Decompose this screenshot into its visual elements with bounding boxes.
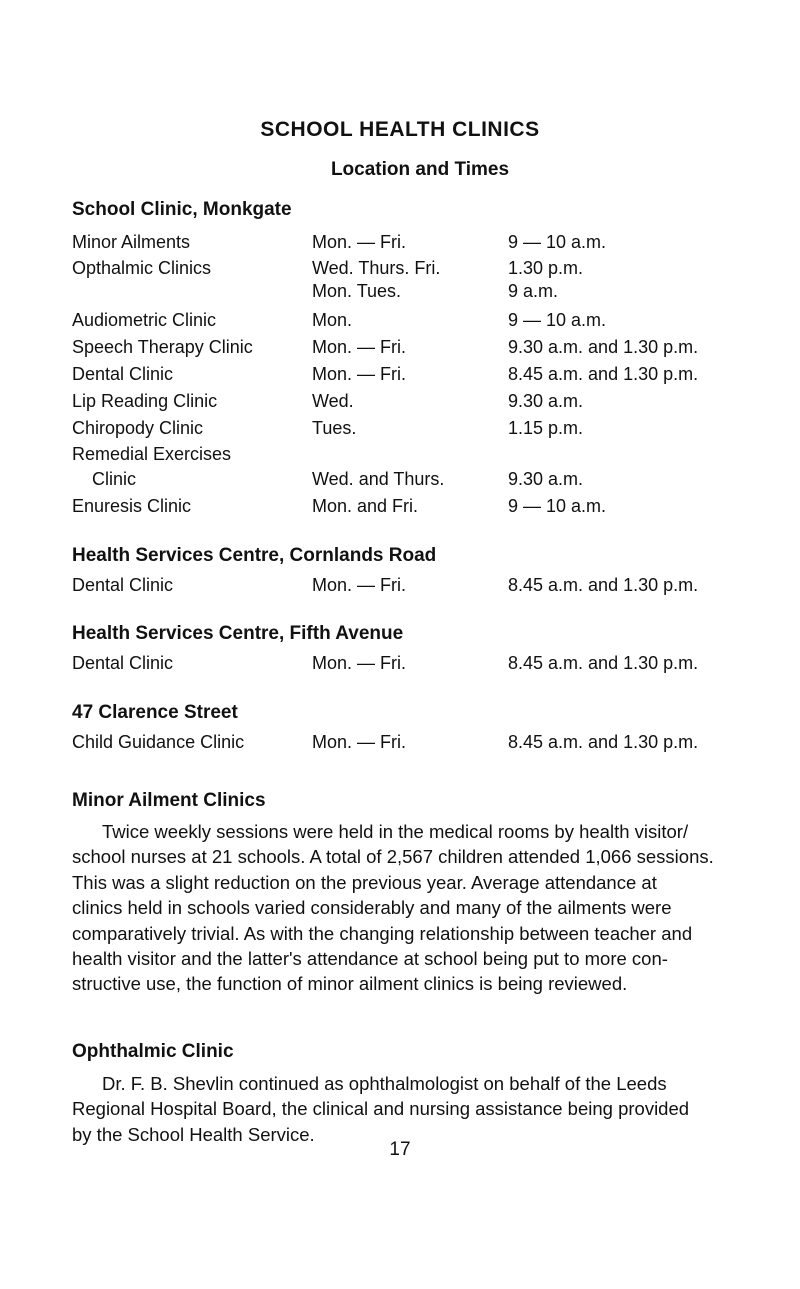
minor-ailment-paragraph bbox=[72, 819, 718, 997]
clinic-name: Chiropody Clinic bbox=[72, 418, 204, 438]
paragraph-line: by the School Health Service. bbox=[72, 1123, 315, 1145]
paragraph-line: school nurses at 21 schools. A total of 2,567 children attended 1,066 sessions. bbox=[72, 846, 714, 868]
page-subtitle: Location and Times bbox=[330, 159, 510, 180]
section-heading-monkgate: School Clinic, Monkgate bbox=[72, 199, 292, 220]
clinic-time: 8.45 a.m. and 1.30 p.m. bbox=[508, 575, 699, 595]
section-heading-ophthalmic: Ophthalmic Clinic bbox=[72, 1041, 234, 1062]
clinic-days: Mon. — Fri. bbox=[312, 575, 407, 595]
clinic-name: Clinic bbox=[92, 469, 137, 489]
clinic-days: Mon. — Fri. bbox=[312, 653, 407, 673]
clinic-name: Dental Clinic bbox=[72, 575, 174, 595]
clinic-days: Mon. — Fri. bbox=[312, 732, 407, 752]
clinic-name: Opthalmic Clinics bbox=[72, 258, 212, 278]
clinic-time: 9 — 10 a.m. bbox=[508, 310, 607, 330]
clinic-time: 9 — 10 a.m. bbox=[508, 232, 607, 252]
clinic-name: Audiometric Clinic bbox=[72, 310, 217, 330]
clinic-days: Mon. and Fri. bbox=[312, 496, 419, 516]
clinic-days: Mon. — Fri. bbox=[312, 337, 407, 357]
clinic-time: 9 a.m. bbox=[508, 281, 559, 301]
paragraph-line: Regional Hospital Board, the clinical and nursing assistance being provided bbox=[72, 1098, 690, 1120]
clinic-days: Mon. — Fri. bbox=[312, 232, 407, 252]
paragraph-line: Twice weekly sessions were held in the medical rooms by health visitor/ bbox=[102, 821, 689, 842]
section-heading-fifth-avenue: Health Services Centre, Fifth Avenue bbox=[72, 623, 404, 644]
clinic-time: 9.30 a.m. bbox=[508, 391, 584, 411]
paragraph-line: health visitor and the latter's attendance at school being put to more con- bbox=[72, 948, 668, 970]
clinic-days: Wed. bbox=[312, 391, 354, 411]
clinic-time: 1.15 p.m. bbox=[508, 418, 584, 438]
paragraph-line: clinics held in schools varied considerably and many of the ailments were bbox=[72, 897, 672, 919]
clinic-time: 8.45 a.m. and 1.30 p.m. bbox=[508, 364, 699, 384]
clinic-days: Mon. Tues. bbox=[312, 281, 402, 301]
clinic-days: Wed. and Thurs. bbox=[312, 469, 445, 489]
clinic-name: Enuresis Clinic bbox=[72, 496, 192, 516]
clinic-name: Lip Reading Clinic bbox=[72, 391, 218, 411]
paragraph-line: This was a slight reduction on the previous year. Average attendance at bbox=[72, 871, 657, 893]
clinic-time: 1.30 p.m. bbox=[508, 258, 584, 278]
clinic-days: Tues. bbox=[312, 418, 357, 438]
ophthalmic-paragraph bbox=[72, 1071, 718, 1147]
clinic-time: 9 — 10 a.m. bbox=[508, 496, 607, 516]
section-heading-clarence: 47 Clarence Street bbox=[72, 702, 238, 723]
clinic-days: Mon. — Fri. bbox=[312, 364, 407, 384]
section-heading-minor-ailment: Minor Ailment Clinics bbox=[72, 790, 266, 811]
paragraph-line: structive use, the function of minor ailment clinics is being reviewed. bbox=[72, 973, 628, 995]
clinic-name: Speech Therapy Clinic bbox=[72, 337, 253, 357]
clinic-time: 8.45 a.m. and 1.30 p.m. bbox=[508, 653, 699, 673]
section-heading-cornlands: Health Services Centre, Cornlands Road bbox=[72, 545, 437, 566]
clinic-time: 9.30 a.m. and 1.30 p.m. bbox=[508, 337, 699, 357]
clinic-time: 9.30 a.m. bbox=[508, 469, 584, 489]
clinic-days: Wed. Thurs. Fri. bbox=[312, 258, 441, 278]
clinic-name: Remedial Exercises bbox=[72, 444, 232, 464]
clinic-name: Minor Ailments bbox=[72, 232, 191, 252]
paragraph-line: Dr. F. B. Shevlin continued as ophthalmologist on behalf of the Leeds bbox=[102, 1073, 667, 1094]
page-number: 17 bbox=[389, 1139, 411, 1160]
page-title: SCHOOL HEALTH CLINICS bbox=[260, 118, 540, 141]
clinic-name: Dental Clinic bbox=[72, 653, 174, 673]
paragraph-line: comparatively trivial. As with the changing relationship between teacher and bbox=[72, 922, 693, 944]
clinic-time: 8.45 a.m. and 1.30 p.m. bbox=[508, 732, 699, 752]
clinic-name: Dental Clinic bbox=[72, 364, 174, 384]
clinic-name: Child Guidance Clinic bbox=[72, 732, 245, 752]
clinic-days: Mon. bbox=[312, 310, 353, 330]
